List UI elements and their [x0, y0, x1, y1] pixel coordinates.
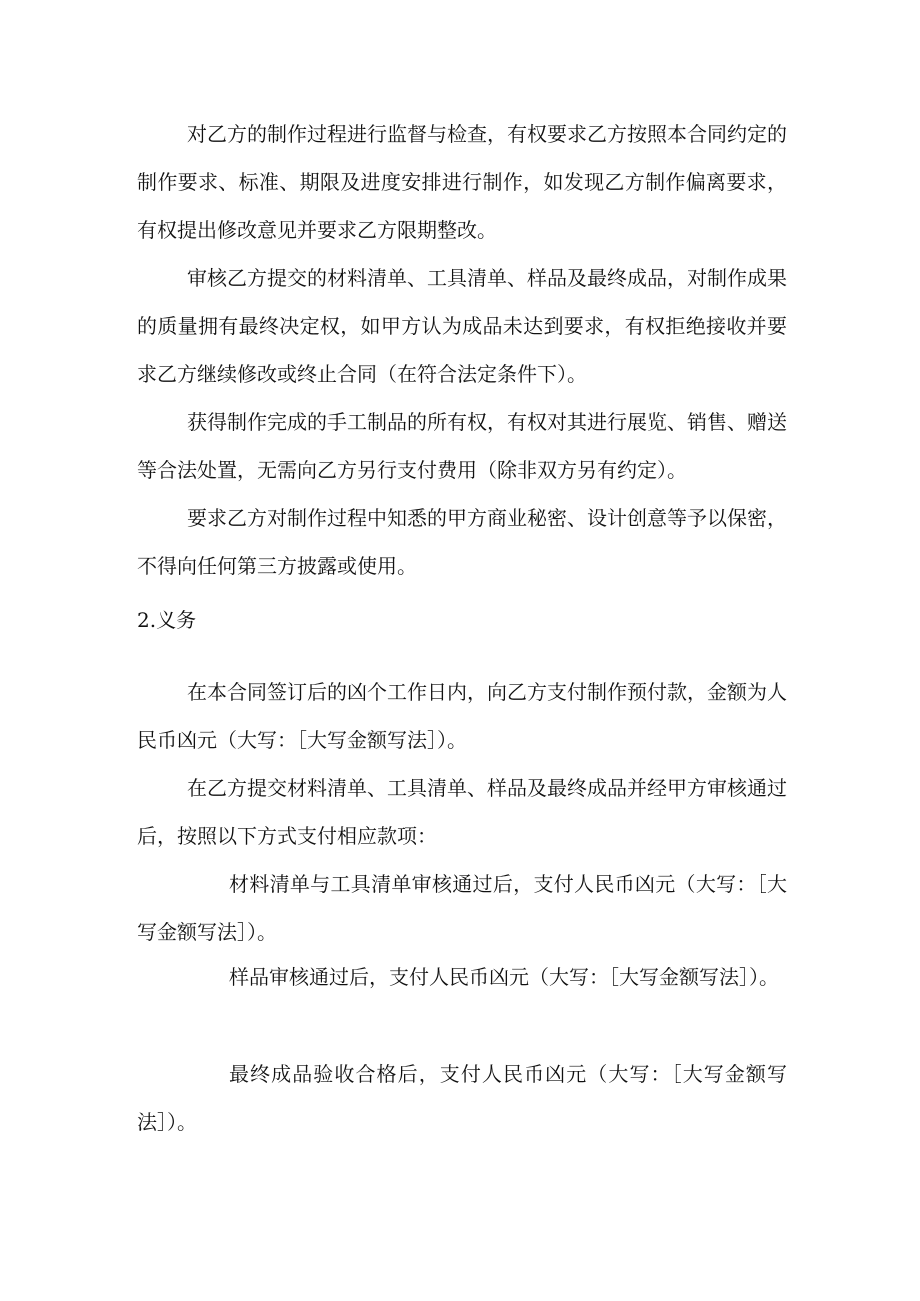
right-paragraph-confidentiality: 要求乙方对制作过程中知悉的甲方商业秘密、设计创意等予以保密，不得向任何第三方披露或使用。 [137, 506, 787, 578]
right-paragraph-review: 审核乙方提交的材料清单、工具清单、样品及最终成品，对制作成果的质量拥有最终决定权，如甲方认为成品未达到要求，有权拒绝接收并要求乙方继续修改或终止合同（在符合法定条件下）。 [137, 266, 787, 386]
obligation-paragraph-payment-terms: 在乙方提交材料清单、工具清单、样品及最终成品并经甲方审核通过后，按照以下方式支付相应款项： [137, 776, 787, 848]
right-paragraph-ownership: 获得制作完成的手工制品的所有权，有权对其进行展览、销售、赠送等合法处置，无需向乙方另行支付费用（除非双方另有约定）。 [137, 410, 787, 482]
right-paragraph-supervision: 对乙方的制作过程进行监督与检查，有权要求乙方按照本合同约定的制作要求、标准、期限及进度安排进行制作，如发现乙方制作偏离要求，有权提出修改意见并要求乙方限期整改。 [137, 122, 787, 242]
obligations-heading: 2.义务 [137, 608, 197, 632]
payment-item-final: 最终成品验收合格后，支付人民币凶元（大写：［大写金额写法］）。 [137, 1062, 787, 1134]
obligation-paragraph-prepayment: 在本合同签订后的凶个工作日内，向乙方支付制作预付款，金额为人民币凶元（大写：［大写金额写法］）。 [137, 680, 787, 752]
payment-item-sample: 样品审核通过后，支付人民币凶元（大写：［大写金额写法］）。 [229, 965, 779, 989]
payment-item-materials: 材料清单与工具清单审核通过后，支付人民币凶元（大写：［大写金额写法］）。 [137, 872, 787, 944]
